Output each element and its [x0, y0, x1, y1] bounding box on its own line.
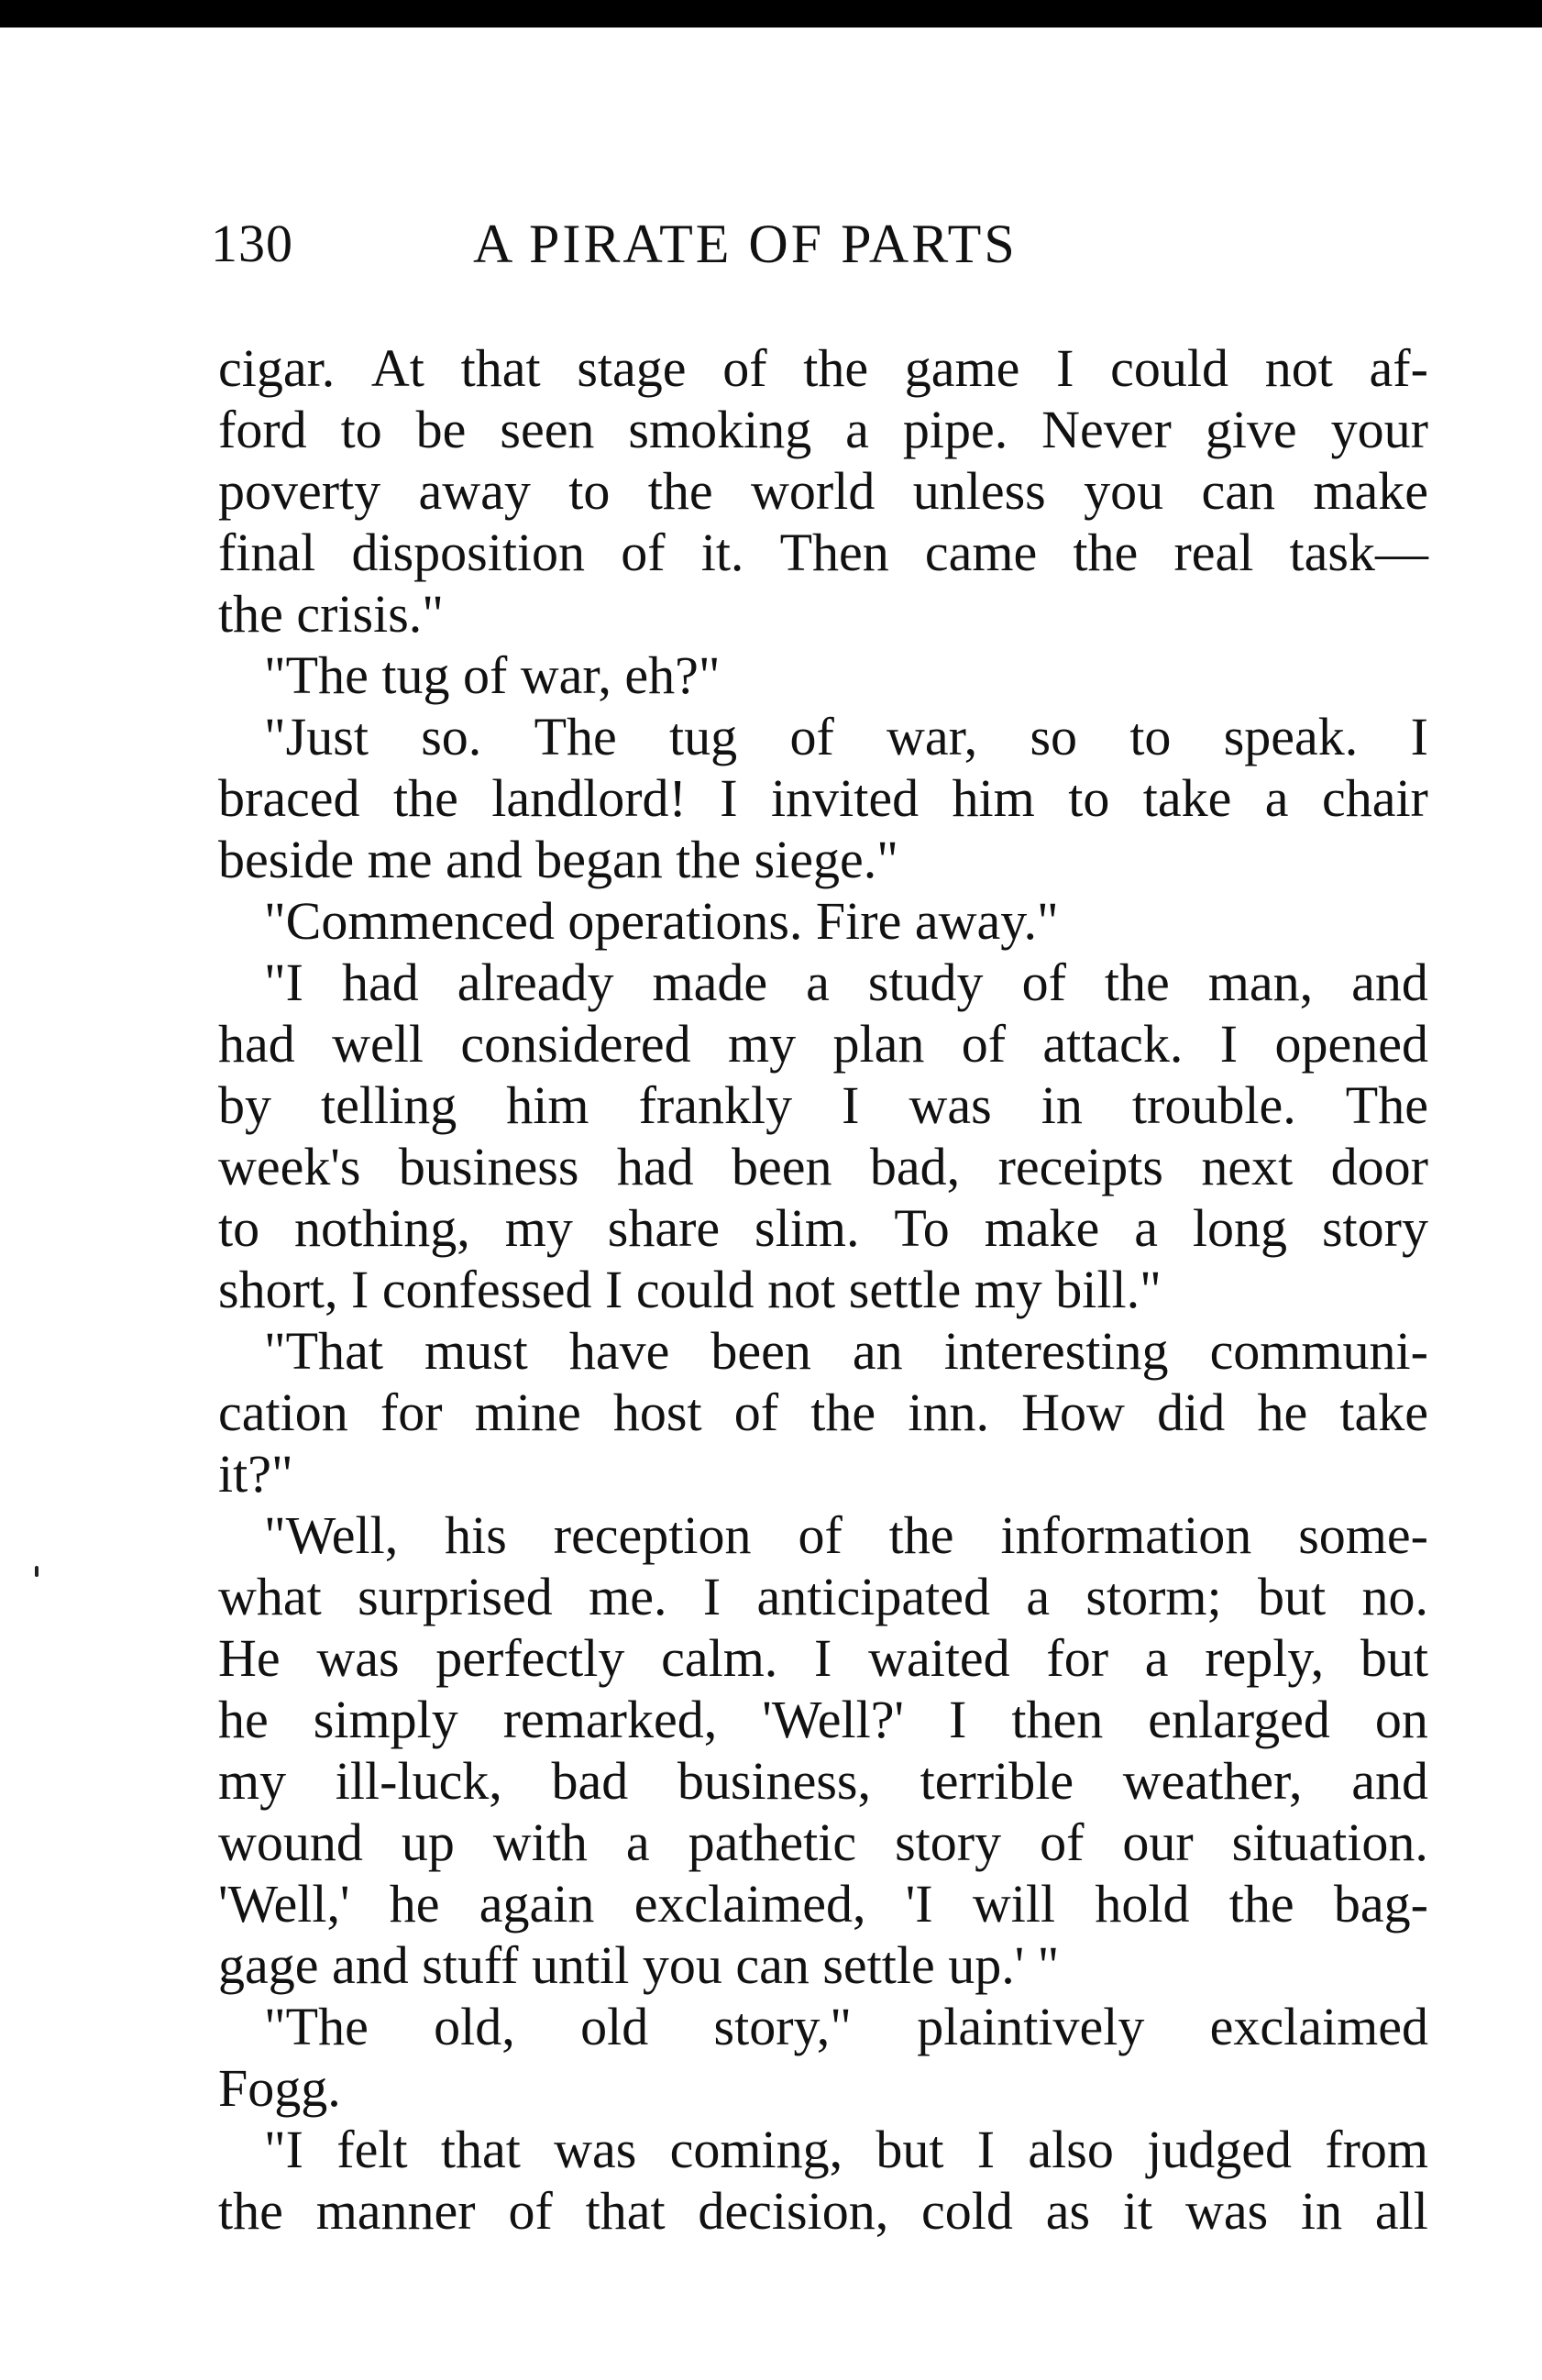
- text-line: had well considered my plan of attack. I opened: [218, 1014, 1428, 1074]
- text-line: gage and stuff until you can settle up.' ": [218, 1935, 1060, 1995]
- text-line: short, I confessed I could not settle my bill.": [218, 1260, 1162, 1319]
- text-line: "Commenced operations. Fire away.": [264, 891, 1059, 951]
- text-line: "Well, his reception of the information some-: [264, 1505, 1428, 1565]
- text-line: my ill-luck, bad business, terrible weather, and: [218, 1751, 1428, 1811]
- margin-mark: [35, 1566, 39, 1577]
- text-line: "The tug of war, eh?": [264, 645, 721, 705]
- text-line: ford to be seen smoking a pipe. Never give your: [218, 400, 1428, 459]
- text-line: Fogg.: [218, 2058, 341, 2118]
- running-title: A PIRATE OF PARTS: [473, 214, 1018, 274]
- text-line: the crisis.": [218, 584, 444, 644]
- page-number: 130: [211, 214, 293, 273]
- text-line: "I felt that was coming, but I also judged from: [264, 2120, 1428, 2179]
- text-line: "Just so. The tug of war, so to speak. I: [264, 707, 1428, 766]
- text-line: cation for mine host of the inn. How did he take: [218, 1383, 1428, 1442]
- text-line: it?": [218, 1444, 293, 1504]
- text-line: 'Well,' he again exclaimed, 'I will hold the bag-: [218, 1874, 1428, 1934]
- text-line: to nothing, my share slim. To make a long story: [218, 1198, 1428, 1258]
- text-line: he simply remarked, 'Well?' I then enlarged on: [218, 1690, 1428, 1749]
- text-line: final disposition of it. Then came the real task—: [218, 523, 1428, 582]
- text-line: He was perfectly calm. I waited for a reply, but: [218, 1628, 1428, 1688]
- text-line: braced the landlord! I invited him to take a chair: [218, 768, 1428, 828]
- text-line: by telling him frankly I was in trouble. The: [218, 1075, 1428, 1135]
- text-line: "I had already made a study of the man, and: [264, 953, 1428, 1012]
- top-edge-rule: [0, 0, 1542, 28]
- text-line: cigar. At that stage of the game I could not af-: [218, 338, 1428, 398]
- text-line: the manner of that decision, cold as it was in all: [218, 2181, 1428, 2241]
- body-text: [218, 337, 1428, 2242]
- text-line: what surprised me. I anticipated a storm; but no.: [218, 1567, 1428, 1626]
- text-line: week's business had been bad, receipts next door: [218, 1137, 1428, 1196]
- text-line: beside me and began the siege.": [218, 830, 898, 889]
- text-line: wound up with a pathetic story of our situation.: [218, 1813, 1428, 1872]
- text-line: "That must have been an interesting communi-: [264, 1321, 1428, 1381]
- text-line: poverty away to the world unless you can make: [218, 461, 1428, 521]
- text-line: "The old, old story," plaintively exclaimed: [264, 1997, 1428, 2056]
- page-header: [211, 213, 1439, 286]
